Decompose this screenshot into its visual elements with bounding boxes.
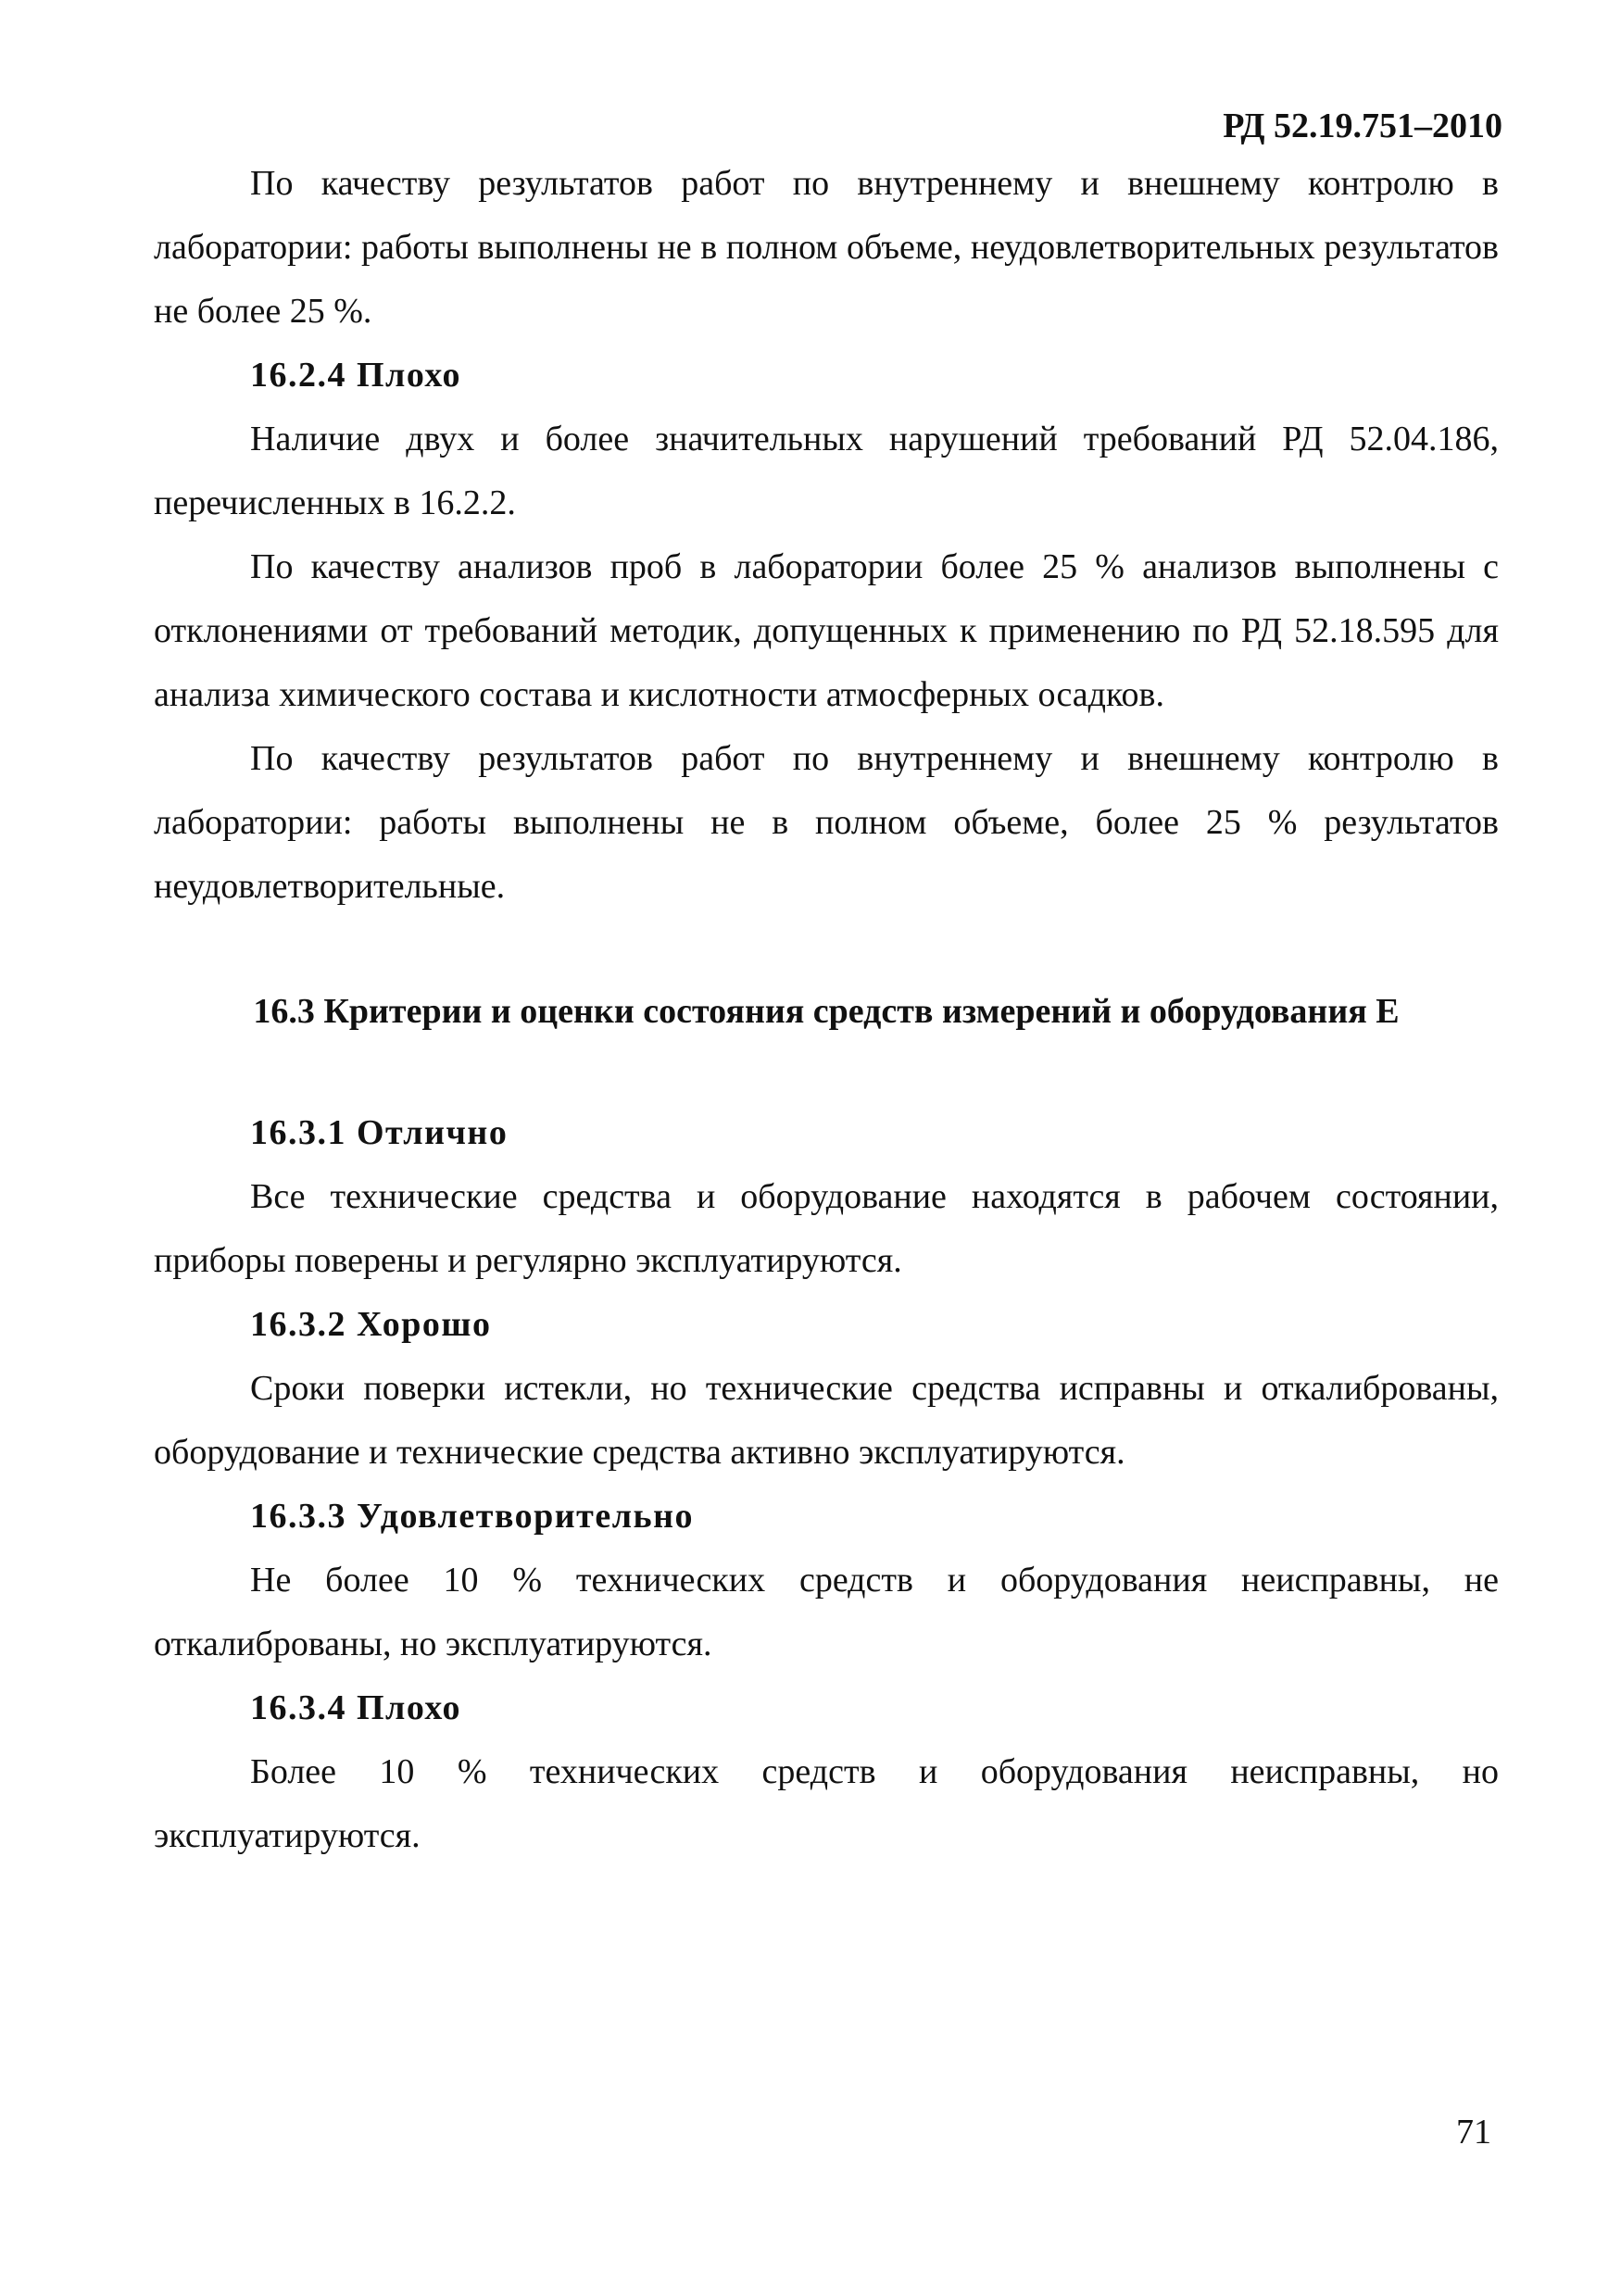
paragraph-satisfactory: Не более 10 % технических средств и оборудования неисправны, не откалиброваны, но эксплуатируются. bbox=[154, 1561, 1499, 1663]
page-number: 71 bbox=[1456, 2113, 1491, 2152]
heading-16-2-4: 16.2.4 Плохо bbox=[250, 356, 461, 395]
paragraph-internal-external-control-2: По качеству результатов работ по внутреннему и внешнему контролю в лаборатории: работы выполнены не в полном объеме, более 25 % результатов неудовлетворительные. bbox=[154, 739, 1499, 906]
document-code-header: РД 52.19.751–2010 bbox=[1223, 107, 1502, 145]
heading-16-3-2: 16.3.2 Хорошо bbox=[250, 1305, 492, 1344]
heading-16-3-1: 16.3.1 Отлично bbox=[250, 1113, 509, 1152]
paragraph-violations: Наличие двух и более значительных нарушений требований РД 52.04.186, перечисленных в 16.2.2. bbox=[154, 420, 1499, 522]
paragraph-excellent: Все технические средства и оборудование находятся в рабочем состоянии, приборы поверены и регулярно эксплуатируются. bbox=[154, 1177, 1499, 1280]
heading-16-3-3: 16.3.3 Удовлетворительно bbox=[250, 1497, 695, 1536]
heading-16-3-4: 16.3.4 Плохо bbox=[250, 1688, 461, 1727]
page-content bbox=[154, 152, 1499, 1868]
paragraph-internal-external-control-1: По качеству результатов работ по внутреннему и внешнему контролю в лаборатории: работы выполнены не в полном объеме, неудовлетворительных результатов не более 25 %. bbox=[154, 164, 1499, 331]
paragraph-good: Сроки поверки истекли, но технические средства исправны и откалиброваны, оборудование и технические средства активно эксплуатируются. bbox=[154, 1369, 1499, 1472]
section-title-16-3: 16.3 Критерии и оценки состояния средств измерений и оборудования Е bbox=[253, 992, 1400, 1031]
paragraph-poor: Более 10 % технических средств и оборудования неисправны, но эксплуатируются. bbox=[154, 1752, 1499, 1855]
paragraph-sample-analysis-quality: По качеству анализов проб в лаборатории более 25 % анализов выполнены с отклонениями от требований методик, допущенных к применению по РД 52.18.595 для анализа химического состава и кислотности атмосферных осадков. bbox=[154, 547, 1499, 714]
